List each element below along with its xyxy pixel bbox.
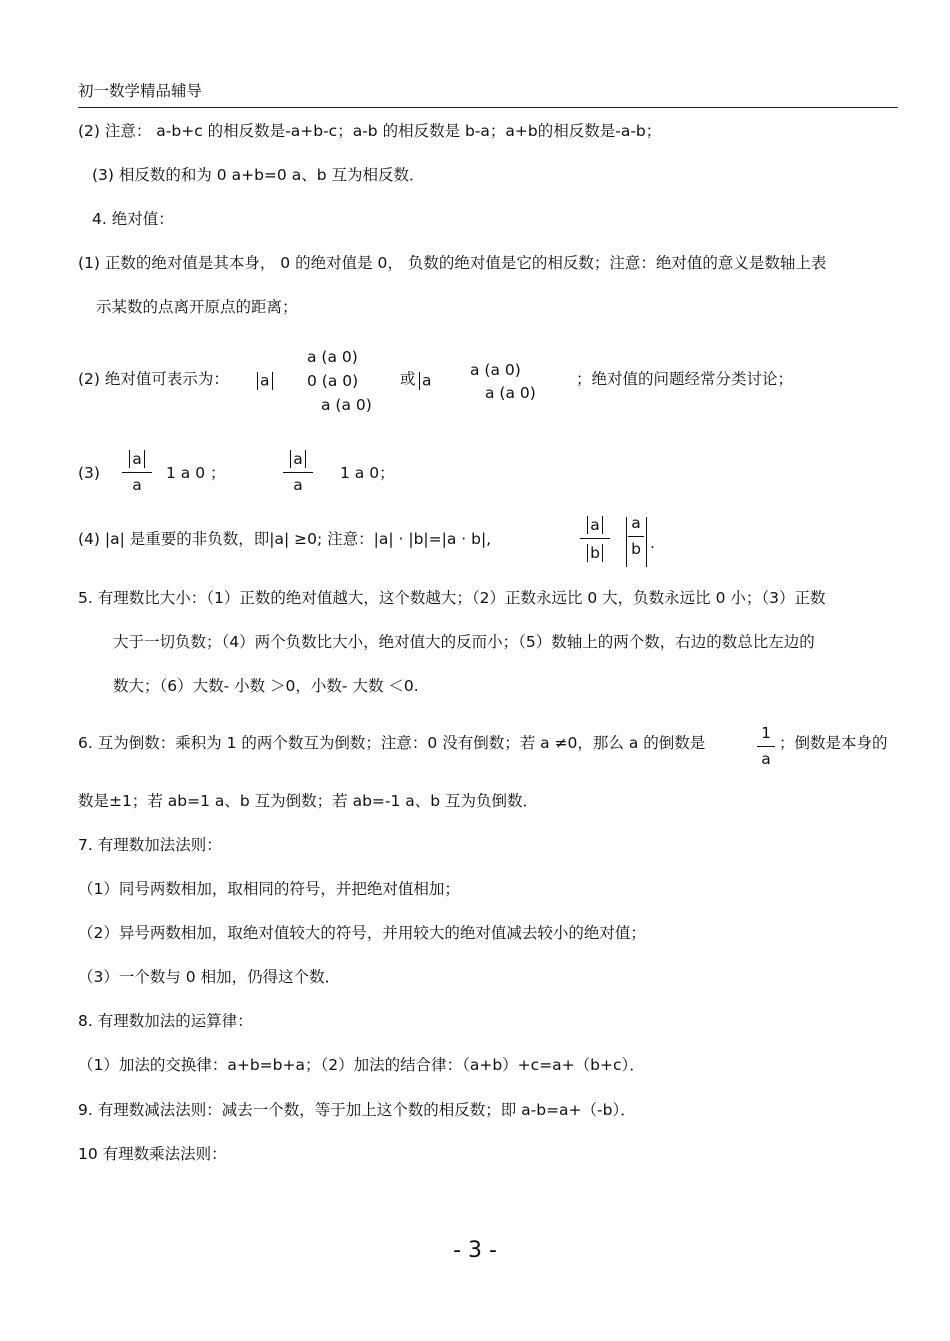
fraction-line — [283, 472, 313, 473]
text-line: 大于一切负数；（4）两个负数比大小，绝对值大的反而小；（5）数轴上的两个数，右边的数总比左边的 — [113, 633, 815, 651]
header-rule — [78, 107, 898, 108]
abs-bar — [257, 372, 258, 390]
text-line: (2) 绝对值可表示为： — [78, 370, 229, 388]
text-line: 6. 互为倒数：乘积为 1 的两个数互为倒数；注意：0 没有倒数；若 a ≠0，那么 a 的倒数是 — [78, 734, 706, 752]
text-line: （1）加法的交换律：a+b=b+a；（2）加法的结合律：（a+b）+c=a+（b+c）． — [78, 1056, 645, 1074]
text-line: 5. 有理数比大小：（1）正数的绝对值越大，这个数越大；（2）正数永远比 0 大，负数永远比 0 小；（3）正数 — [78, 589, 826, 607]
fraction-numerator: 1 — [761, 724, 771, 742]
fraction-line — [628, 536, 644, 537]
fraction-line — [757, 746, 775, 747]
fraction-numerator: a — [288, 450, 308, 468]
text-line: (3) — [78, 464, 100, 482]
running-header: 初一数学精品辅导 — [78, 82, 203, 100]
text-line: 数是±1；若 ab=1 a、b 互为倒数；若 ab=-1 a、b 互为负倒数． — [78, 792, 539, 810]
text-line: ；绝对值的问题经常分类讨论； — [576, 370, 794, 388]
fraction — [580, 516, 610, 562]
text-line: . — [650, 534, 655, 552]
piecewise-case: a (a 0) — [485, 384, 536, 402]
text-line: (1) 正数的绝对值是其本身， 0 的绝对值是 0， 负数的绝对值是它的相反数；注意：绝对值的意义是数轴上表 — [78, 254, 827, 272]
fraction-line — [580, 538, 610, 539]
abs-expression: a — [255, 372, 275, 390]
text-line: ；倒数是本身的 — [779, 734, 888, 752]
section-heading: 4. 绝对值： — [92, 210, 174, 228]
page-number: - 3 - — [453, 1238, 497, 1263]
abs-bar — [272, 372, 273, 390]
section-heading: 10 有理数乘法法则： — [78, 1145, 227, 1163]
text-line: 或 — [400, 370, 416, 388]
fraction-denominator: b — [585, 544, 605, 562]
fraction-denominator: a — [132, 476, 142, 494]
abs-bar-left — [626, 517, 627, 567]
text-line: 1 a 0； — [340, 464, 395, 482]
text-line: （1）同号两数相加，取相同的符号，并把绝对值相加； — [78, 880, 460, 898]
text-line: （2）异号两数相加，取绝对值较大的符号，并用较大的绝对值减去较小的绝对值； — [78, 924, 646, 942]
fraction — [757, 726, 775, 767]
fraction-numerator: a — [585, 516, 605, 534]
fraction — [283, 450, 313, 494]
piecewise-case: a (a 0) — [307, 348, 358, 366]
text-line: (3) 相反数的和为 0 a+b=0 a、b 互为相反数． — [92, 166, 425, 184]
text-line: 1 a 0 ； — [166, 464, 226, 482]
text-line: 数大；（6）大数- 小数 ＞0，小数- 大数 ＜0. — [113, 677, 419, 695]
text-line: （3）一个数与 0 相加，仍得这个数． — [78, 968, 341, 986]
fraction-denominator: a — [761, 749, 771, 768]
text-line: (2) 注意： a-b+c 的相反数是-a+b-c；a-b 的相反数是 b-a；a+b的相反数是-a-b； — [78, 122, 662, 140]
piecewise-case: a (a 0) — [470, 361, 521, 379]
piecewise-case: 0 (a 0) — [307, 372, 359, 390]
abs-expression: a — [417, 372, 432, 390]
text-line: 9. 有理数减法法则：减去一个数，等于加上这个数的相反数；即 a-b=a+（-b）． — [78, 1101, 636, 1119]
fraction-denominator: a — [293, 476, 303, 494]
fraction-numerator: a — [631, 514, 641, 532]
fraction — [122, 450, 152, 494]
abs-bar — [419, 372, 420, 390]
piecewise-case: a (a 0) — [321, 396, 372, 414]
text-line: (4) |a| 是重要的非负数，即|a| ≥0; 注意：|a| · |b|=|a · b|, — [78, 530, 492, 548]
section-heading: 7. 有理数加法法则： — [78, 836, 222, 854]
text-line: 示某数的点离开原点的距离； — [96, 298, 298, 316]
fraction-line — [122, 472, 152, 473]
fraction-denominator: b — [631, 539, 641, 558]
abs-bar-right — [646, 517, 647, 567]
section-heading: 8. 有理数加法的运算律： — [78, 1012, 253, 1030]
fraction-numerator: a — [127, 450, 147, 468]
fraction — [628, 516, 644, 557]
